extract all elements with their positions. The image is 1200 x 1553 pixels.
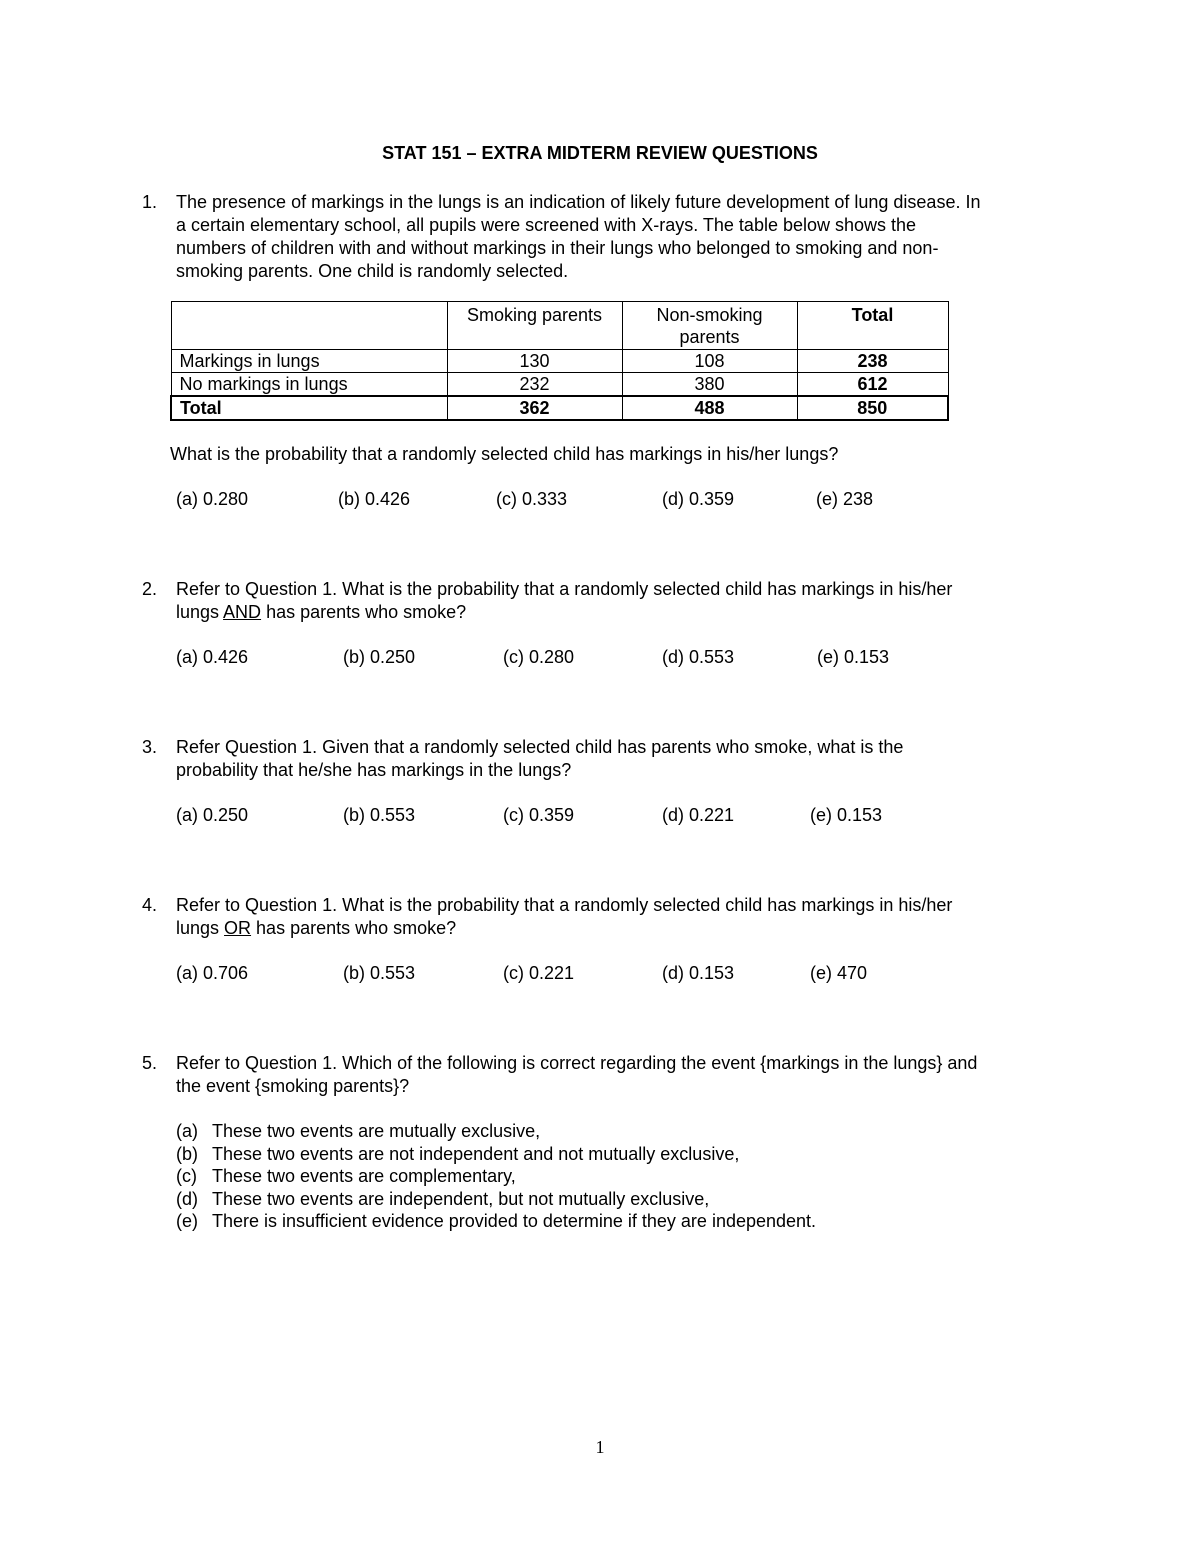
answer-options <box>176 488 996 511</box>
table-header-cell: Total <box>797 302 948 350</box>
table-row <box>171 373 948 397</box>
question-text-line <box>176 601 1062 624</box>
answer-option: (d) 0.153 <box>662 963 735 983</box>
answer-option: (b) 0.426 <box>338 489 411 509</box>
answer-option: (b) 0.553 <box>343 963 416 983</box>
answer-option: (d) 0.553 <box>662 647 735 667</box>
text-segment: has parents who smoke? <box>261 602 467 622</box>
question-number: 1. <box>142 192 158 212</box>
question-text-line: a certain elementary school, all pupils were screened with X-rays. The table below shows the <box>176 215 917 235</box>
table-header-cell: Non-smoking parents <box>622 302 797 350</box>
answer-options <box>176 646 996 669</box>
answer-option <box>176 1210 816 1233</box>
question-text-line: Refer to Question 1. What is the probability that a randomly selected child has markings in his/her <box>176 579 953 599</box>
table-header-row <box>171 302 948 350</box>
answer-option: (c) 0.221 <box>503 963 575 983</box>
table-row <box>171 350 948 373</box>
contingency-table <box>170 301 949 421</box>
question-2 <box>142 578 1062 624</box>
table-cell: 108 <box>622 350 797 373</box>
answer-option <box>176 1165 816 1188</box>
table-cell: No markings in lungs <box>171 373 447 397</box>
answer-option: (a) 0.250 <box>176 805 249 825</box>
question-text-line: The presence of markings in the lungs is an indication of likely future development of lung disease. In <box>176 192 981 212</box>
question-text-line: Refer to Question 1. What is the probability that a randomly selected child has markings in his/her <box>176 895 953 915</box>
question-5 <box>142 1052 1062 1098</box>
emphasis-word: OR <box>224 918 252 938</box>
answer-option: (c) 0.280 <box>503 647 575 667</box>
table-total-row <box>171 396 948 420</box>
answer-options <box>176 804 996 827</box>
question-3 <box>142 736 1062 782</box>
table-cell: 232 <box>447 373 622 397</box>
text-segment: lungs <box>176 602 224 622</box>
option-label: (b) <box>176 1143 198 1164</box>
answer-option: (e) 238 <box>816 489 874 509</box>
option-text: These two events are mutually exclusive, <box>212 1121 541 1141</box>
question-text-line: Refer Question 1. Given that a randomly selected child has parents who smoke, what is the <box>176 737 904 757</box>
table-cell: 380 <box>622 373 797 397</box>
table-cell: 850 <box>797 396 948 420</box>
answer-option: (c) 0.359 <box>503 805 575 825</box>
question-text-line <box>176 917 1062 940</box>
question-number: 3. <box>142 737 158 757</box>
answer-option: (c) 0.333 <box>496 489 568 509</box>
document-title: STAT 151 – EXTRA MIDTERM REVIEW QUESTIONS <box>382 143 818 163</box>
answer-option: (a) 0.426 <box>176 647 249 667</box>
page-number: 1 <box>595 1437 605 1457</box>
emphasis-word: AND <box>223 602 262 622</box>
table-header-cell <box>171 302 447 350</box>
table-cell: Total <box>171 396 447 420</box>
question-text-line: smoking parents. One child is randomly selected. <box>176 261 569 281</box>
option-text: These two events are not independent and not mutually exclusive, <box>212 1143 740 1164</box>
question-prompt: What is the probability that a randomly selected child has markings in his/her lungs? <box>170 444 839 464</box>
table-cell: 362 <box>447 396 622 420</box>
answer-option: (d) 0.221 <box>662 805 735 825</box>
answer-option: (b) 0.250 <box>343 647 416 667</box>
answer-option: (e) 470 <box>810 963 868 983</box>
question-number: 4. <box>142 895 158 915</box>
answer-option-list <box>176 1120 816 1233</box>
table-cell: 238 <box>797 350 948 373</box>
table-cell: 488 <box>622 396 797 420</box>
text-segment: lungs <box>176 918 225 938</box>
option-label: (d) <box>176 1188 198 1209</box>
table-cell: Markings in lungs <box>171 350 447 373</box>
question-text-line: Refer to Question 1. Which of the following is correct regarding the event {markings in the lungs} and <box>176 1053 978 1073</box>
answer-option <box>176 1120 816 1143</box>
question-number: 2. <box>142 579 158 599</box>
answer-option: (d) 0.359 <box>662 489 735 509</box>
answer-option <box>176 1143 816 1166</box>
option-text: These two events are complementary, <box>212 1166 516 1186</box>
question-number: 5. <box>142 1053 158 1073</box>
table-header-cell: Smoking parents <box>447 302 622 350</box>
answer-option: (e) 0.153 <box>817 647 890 667</box>
answer-options <box>176 962 996 985</box>
answer-option: (a) 0.706 <box>176 963 249 983</box>
text-segment: has parents who smoke? <box>251 918 457 938</box>
question-text-line: probability that he/she has markings in the lungs? <box>176 760 572 780</box>
option-label: (a) <box>176 1121 198 1141</box>
table-cell: 612 <box>797 373 948 397</box>
answer-option: (a) 0.280 <box>176 489 249 509</box>
option-label: (e) <box>176 1211 198 1231</box>
table-cell: 130 <box>447 350 622 373</box>
answer-option: (e) 0.153 <box>810 805 883 825</box>
question-1 <box>142 191 1062 283</box>
answer-option: (b) 0.553 <box>343 805 416 825</box>
question-text-line: numbers of children with and without markings in their lungs who belonged to smoking and non- <box>176 238 939 258</box>
answer-option <box>176 1188 816 1211</box>
option-label: (c) <box>176 1166 197 1186</box>
question-4 <box>142 894 1062 940</box>
option-text: These two events are independent, but not mutually exclusive, <box>212 1188 710 1209</box>
question-text-line: the event {smoking parents}? <box>176 1076 410 1096</box>
option-text: There is insufficient evidence provided to determine if they are independent. <box>212 1211 817 1231</box>
